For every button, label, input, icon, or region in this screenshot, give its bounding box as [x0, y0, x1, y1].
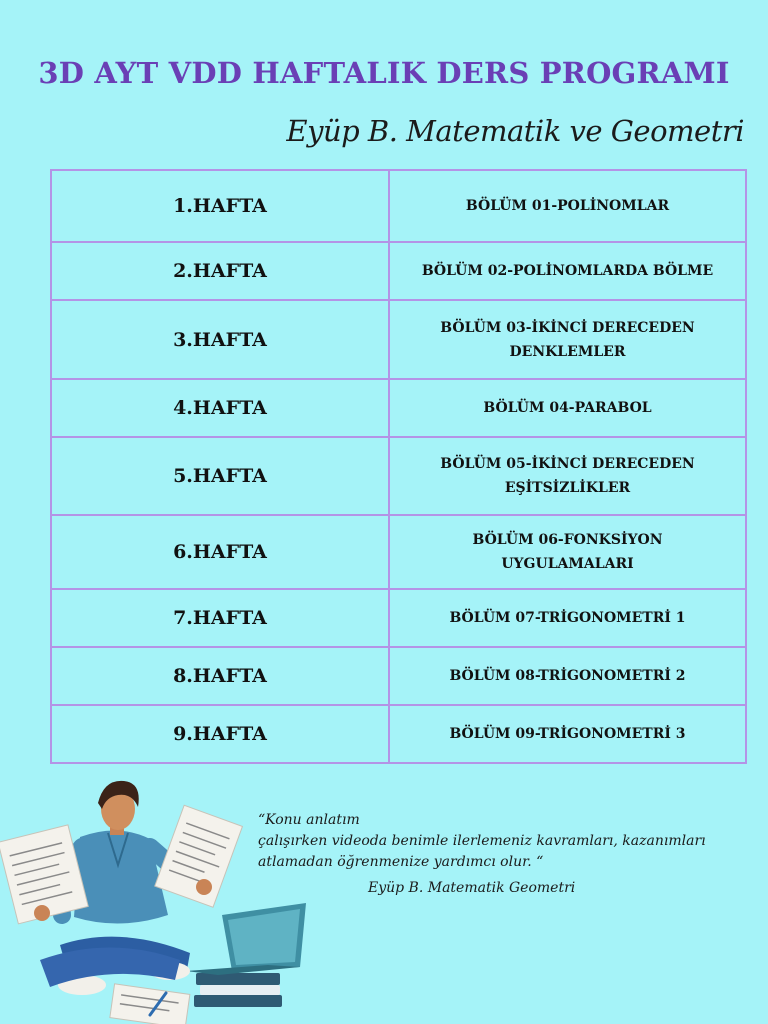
table-row — [51, 170, 746, 242]
chapter-cell: BÖLÜM 01-POLİNOMLAR — [389, 170, 746, 242]
chapter-cell: BÖLÜM 03-İKİNCİ DERECEDEN DENKLEMLER — [389, 300, 746, 379]
chapter-cell: BÖLÜM 08-TRİGONOMETRİ 2 — [389, 647, 746, 705]
quote-line: atlamadan öğrenmenize yardımcı olur. “ — [258, 854, 544, 870]
table-row — [51, 515, 746, 589]
week-cell: 2.HAFTA — [51, 242, 389, 300]
chapter-cell: BÖLÜM 02-POLİNOMLARDA BÖLME — [389, 242, 746, 300]
week-cell: 4.HAFTA — [51, 379, 389, 437]
week-cell: 9.HAFTA — [51, 705, 389, 763]
table-row — [51, 589, 746, 647]
week-cell: 5.HAFTA — [51, 437, 389, 515]
chapter-cell: BÖLÜM 07-TRİGONOMETRİ 1 — [389, 589, 746, 647]
table-row — [51, 242, 746, 300]
quote-signature: Eyüp B. Matematik Geometri — [368, 880, 576, 896]
quote-line: çalışırken videoda benimle ilerlemeniz kavramları, kazanımları — [258, 833, 706, 849]
quote-line: “Konu anlatım — [258, 812, 360, 828]
page-title: 3D AYT VDD HAFTALIK DERS PROGRAMI — [38, 56, 730, 90]
week-cell: 7.HAFTA — [51, 589, 389, 647]
weekly-schedule-table — [50, 169, 747, 764]
chapter-cell: BÖLÜM 09-TRİGONOMETRİ 3 — [389, 705, 746, 763]
chapter-cell: BÖLÜM 05-İKİNCİ DERECEDEN EŞİTSİZLİKLER — [389, 437, 746, 515]
author-subtitle: Eyüp B. Matematik ve Geometri — [286, 114, 744, 148]
week-cell: 8.HAFTA — [51, 647, 389, 705]
week-cell: 3.HAFTA — [51, 300, 389, 379]
week-cell: 1.HAFTA — [51, 170, 389, 242]
table-row — [51, 647, 746, 705]
quote-block — [258, 810, 738, 873]
chapter-cell: BÖLÜM 04-PARABOL — [389, 379, 746, 437]
table-row — [51, 379, 746, 437]
table-row — [51, 705, 746, 763]
week-cell: 6.HAFTA — [51, 515, 389, 589]
chapter-cell: BÖLÜM 06-FONKSİYON UYGULAMALARI — [389, 515, 746, 589]
table-row — [51, 437, 746, 515]
table-row — [51, 300, 746, 379]
